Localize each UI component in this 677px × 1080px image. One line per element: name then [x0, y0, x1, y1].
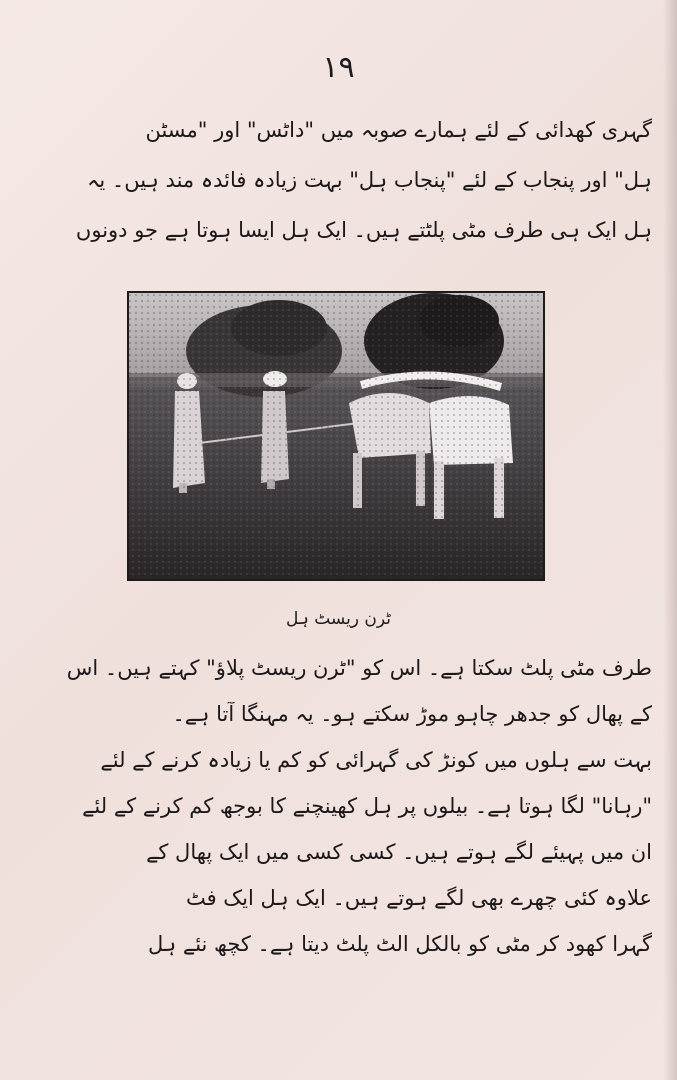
text-line: گہری کھدائی کے لئے ہمارے صوبہ میں "داٹس" اور "مسٹن	[145, 118, 652, 142]
photo-illustration	[129, 293, 543, 579]
photo-grain	[129, 293, 543, 579]
page-number: ۱۹	[322, 50, 355, 85]
text-line: علاوہ کئی چھرے بھی لگے ہوتے ہیں۔ ایک ہل ایک فٹ	[185, 886, 652, 910]
figure-caption: ٹرن ریسٹ ہل	[285, 609, 392, 629]
text-line: گہرا کھود کر مٹی کو بالکل الٹ پلٹ دیتا ہے۔ کچھ نئے ہل	[148, 932, 652, 956]
paragraph-bottom	[60, 656, 652, 978]
text-line: طرف مٹی پلٹ سکتا ہے۔ اس کو "ٹرن ریسٹ پلاؤ" کہتے ہیں۔ اس	[66, 656, 652, 680]
text-line: ہل" اور پنجاب کے لئے "پنجاب ہل" بہت زیادہ فائدہ مند ہیں۔ یہ	[87, 168, 652, 192]
paragraph-top	[60, 118, 652, 268]
text-line: ہل ایک ہی طرف مٹی پلٹتے ہیں۔ ایک ہل ایسا ہوتا ہے جو دونوں	[75, 218, 652, 242]
page-edge-shadow	[663, 0, 677, 1080]
text-line: "رہانا" لگا ہوتا ہے۔ بیلوں پر ہل کھینچنے کا بوجھ کم کرنے کے لئے	[82, 794, 652, 818]
text-line: ان میں پہیئے لگے ہوتے ہیں۔ کسی کسی میں ایک پھال کے	[146, 840, 652, 864]
text-line: کے پھال کو جدھر چاہو موڑ سکتے ہو۔ یہ مہنگا آتا ہے۔	[172, 702, 652, 726]
text-line: بہت سے ہلوں میں کونڑ کی گہرائی کو کم یا زیادہ کرنے کے لئے	[100, 748, 652, 772]
plough-photograph	[127, 291, 545, 581]
